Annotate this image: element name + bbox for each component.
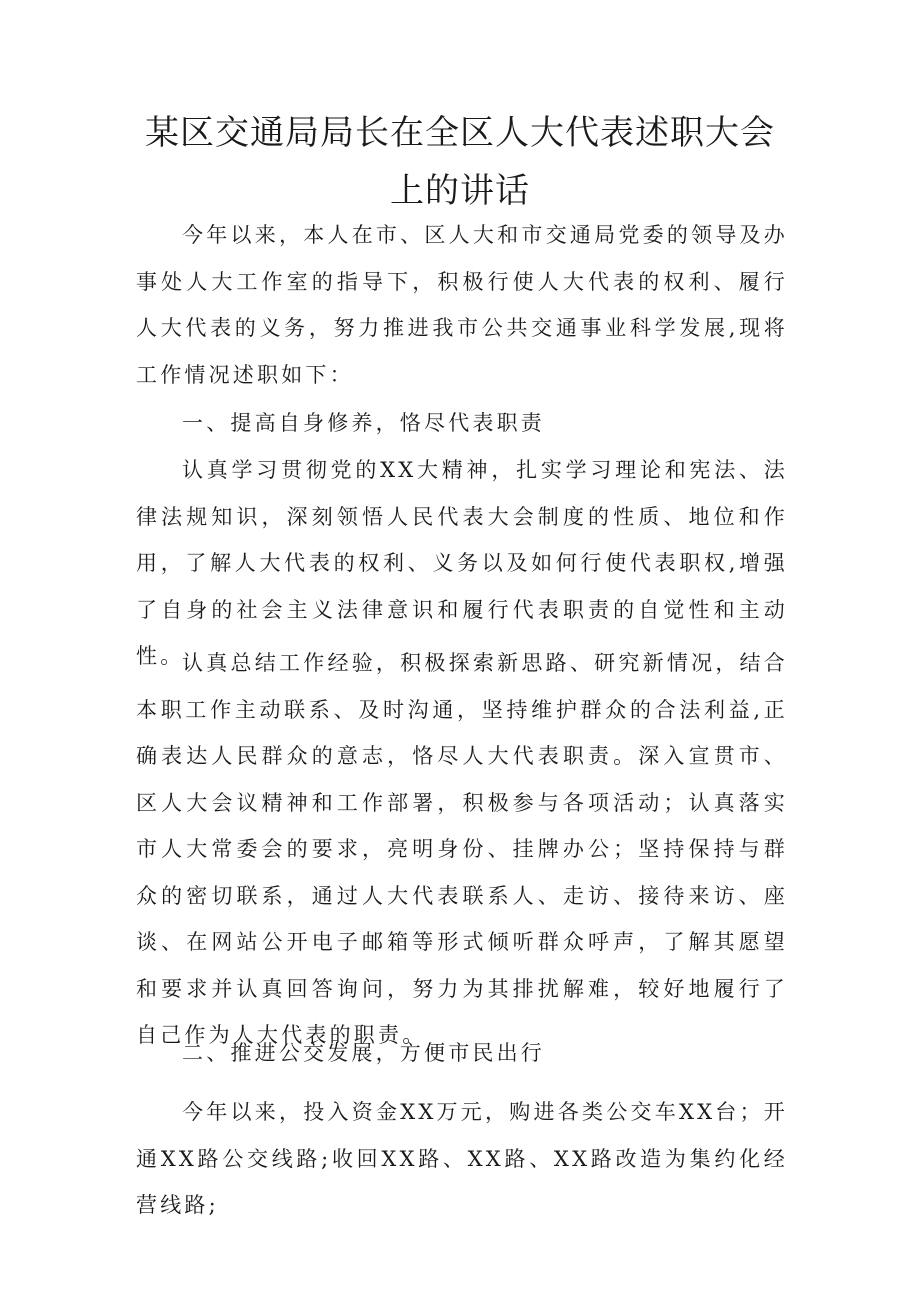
intro-paragraph: 今年以来，本人在市、区人大和市交通局党委的领导及办事处人大工作室的指导下，积极行使人大代表的权利、履行人大代表的义务，努力推进我市公共交通事业科学发展,现将工作情况述职如下： [136, 223, 788, 387]
title-line-1: 某区交通局局长在全区人大代表述职大会 [145, 113, 775, 153]
section-1-heading: 一、提高自身修养，恪尽代表职责 [182, 411, 545, 435]
section-2-heading: 二、推进公交发展，方便市民出行 [182, 1041, 545, 1065]
section-1-paragraph-2: 认真总结工作经验，积极探索新思路、研究新情况，结合本职工作主动联系、及时沟通，坚持维护群众的合法利益,正确表达人民群众的意志，恪尽人大代表职责。深入宣贯市、区人大会议精神和工作部署，积极参与各项活动；认真落实市人大常委会的要求，亮明身份、挂牌办公；坚持保持与群众的密切联系，通过人大代表联系人、走访、接待来访、座谈、在网站公开电子邮箱等形式倾听群众呼声，了解其愿望和要求并认真回答询问，努力为其排扰解难，较好地履行了自己作为人大代表的职责。 [136, 651, 788, 1047]
title-line-2: 上的讲话 [390, 171, 530, 211]
document-title [120, 104, 800, 220]
section-2-paragraph-1: 今年以来，投入资金XX万元，购进各类公交车XX台；开通XX路公交线路;收回XX路、XX路、XX路改造为集约化经营线路; [136, 1100, 788, 1217]
section-1-paragraph-1: 认真学习贯彻党的XX大精神，扎实学习理论和宪法、法律法规知识，深刻领悟人民代表大会制度的性质、地位和作用，了解人大代表的权利、义务以及如何行使代表职权,增强了自身的社会主义法律意识和履行代表职责的自觉性和主动性。 [136, 458, 788, 668]
